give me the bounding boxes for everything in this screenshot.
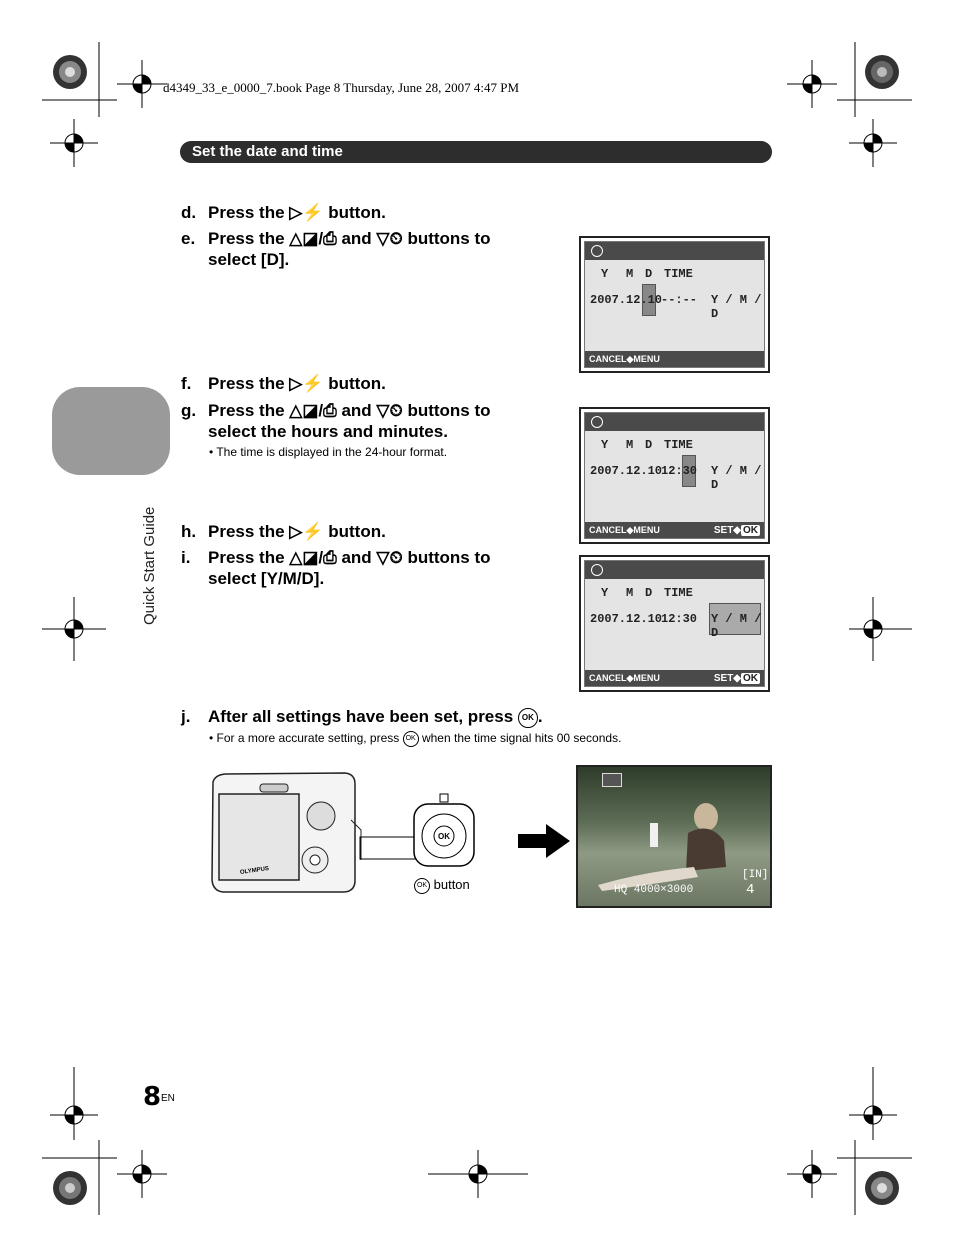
time-value: 12:30	[661, 612, 698, 626]
screen-bottom-bar	[585, 351, 764, 367]
step-letter: d.	[181, 203, 197, 222]
step-text-line1: Press the △◪/⎙ and ▽⏲ buttons to	[208, 229, 491, 248]
step-text: Press the ▷⚡ button.	[208, 374, 386, 393]
cancel-menu-hint: CANCEL◆MENU	[589, 354, 660, 364]
step-text-line2: select [Y/M/D].	[208, 569, 325, 588]
step-d	[181, 202, 561, 224]
ok-button-icon: OK	[403, 731, 419, 747]
note-pre: • For a more accurate setting, press	[209, 731, 400, 746]
col-y: Y	[601, 586, 609, 600]
side-tab-label: Quick Start Guide	[141, 506, 158, 625]
clock-icon	[591, 416, 603, 428]
dpad-diagram	[412, 792, 478, 870]
screen-top-bar	[585, 242, 764, 260]
step-letter: g.	[181, 401, 197, 420]
screen-top-bar	[585, 413, 764, 431]
ok-box: OK	[743, 673, 758, 684]
col-y: Y	[601, 267, 609, 281]
step-letter: f.	[181, 374, 192, 393]
shots-remaining: 4	[746, 882, 755, 898]
side-tab-blob	[52, 387, 170, 475]
lcd-screen-2	[579, 407, 770, 544]
screen-bottom-bar	[585, 670, 764, 686]
section-title: Set the date and time	[192, 143, 343, 160]
callout-lines	[315, 795, 425, 875]
step-text: After all settings have been set, press	[208, 707, 514, 726]
side-tab-label-box	[141, 487, 161, 627]
language-code: EN	[161, 1093, 175, 1104]
time-value: 12:30	[661, 464, 698, 478]
button-caption: button	[433, 877, 470, 892]
step-letter: i.	[181, 548, 191, 567]
clock-icon	[591, 245, 603, 257]
ok-button-icon: OK	[518, 708, 538, 728]
cancel-menu-hint: CANCEL◆MENU	[589, 525, 660, 535]
step-h	[181, 521, 561, 543]
step-text-line1: Press the △◪/⎙ and ▽⏲ buttons to	[208, 548, 491, 567]
step-g	[181, 400, 561, 444]
note-post: when the time signal hits 00 seconds.	[421, 731, 622, 746]
step-g-note: • The time is displayed in the 24-hour format.	[209, 445, 448, 459]
step-text-line2: select the hours and minutes.	[208, 422, 448, 441]
screen-top-bar	[585, 561, 764, 579]
step-i	[181, 547, 561, 591]
svg-text:OK: OK	[438, 832, 450, 841]
date-value: 2007.12.10	[590, 464, 663, 478]
step-j-text	[208, 706, 543, 728]
arrow-right-icon	[518, 824, 570, 858]
image-quality: HQ 4000×3000	[614, 884, 694, 896]
format-value: Y / M / D	[711, 464, 762, 492]
set-label: SET◆	[713, 525, 741, 536]
col-d: D	[645, 267, 653, 281]
col-m: M	[626, 267, 634, 281]
lcd-screen-1	[579, 236, 770, 373]
col-m: M	[626, 438, 634, 452]
step-text-line1: Press the △◪/⎙ and ▽⏲ buttons to	[208, 401, 491, 420]
lcd-screen-3	[579, 555, 770, 692]
ok-button-caption	[414, 877, 470, 894]
col-time: TIME	[664, 438, 693, 452]
step-letter: e.	[181, 229, 196, 248]
camera-brand: OLYMPUS	[239, 866, 270, 876]
col-d: D	[645, 438, 653, 452]
playback-photo-screen	[576, 765, 772, 908]
mode-icon	[602, 773, 622, 787]
step-e	[181, 228, 561, 272]
format-value: Y / M / D	[711, 612, 762, 640]
format-value: Y / M / D	[711, 293, 762, 321]
col-time: TIME	[664, 267, 693, 281]
step-f	[181, 373, 561, 395]
col-d: D	[645, 586, 653, 600]
date-value: 2007.12.10	[590, 612, 663, 626]
set-ok-hint	[714, 673, 760, 684]
step-letter: h.	[181, 522, 197, 541]
col-time: TIME	[664, 586, 693, 600]
col-y: Y	[601, 438, 609, 452]
set-ok-hint	[714, 525, 760, 536]
page-number: 8	[143, 1082, 160, 1112]
step-period: .	[537, 707, 543, 726]
ok-button-icon: OK	[414, 878, 430, 894]
date-value: 2007.12.10	[590, 293, 663, 307]
step-text: Press the ▷⚡ button.	[208, 522, 386, 541]
time-value: --:--	[661, 293, 698, 307]
clock-icon	[591, 564, 603, 576]
ok-box: OK	[743, 525, 758, 536]
step-j-note	[209, 731, 621, 747]
memory-indicator: [IN]	[742, 869, 769, 881]
step-text-line2: select [D].	[208, 250, 290, 269]
col-m: M	[626, 586, 634, 600]
file-info-header: d4349_33_e_0000_7.book Page 8 Thursday, June 28, 2007 4:47 PM	[163, 80, 520, 95]
section-title-bar	[180, 141, 772, 163]
set-label: SET◆	[713, 673, 741, 684]
step-j	[181, 706, 601, 728]
cancel-menu-hint: CANCEL◆MENU	[589, 673, 660, 683]
step-text: Press the ▷⚡ button.	[208, 203, 386, 222]
screen-bottom-bar	[585, 522, 764, 538]
step-letter: j.	[181, 707, 191, 726]
